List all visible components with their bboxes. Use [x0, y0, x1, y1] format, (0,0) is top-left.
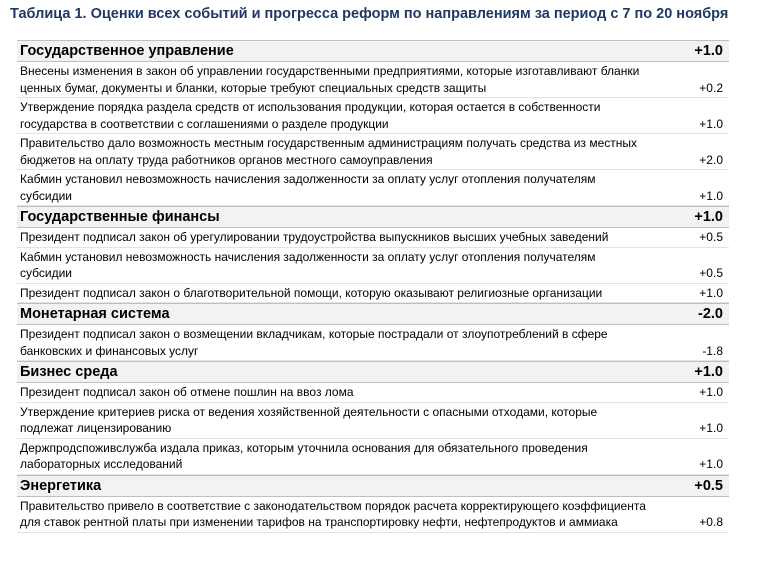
- event-text: Держпродспоживслужба издала приказ, которым уточнила основания для обязательного проведения лабораторных исследований: [20, 440, 588, 471]
- event-text: Правительство привело в соответствие с законодательством порядок расчета корректирующего коэффициента для ставок рентной платы при изменении тарифов на транспортировку нефти, нефтепродуктов и аммиака: [20, 498, 646, 529]
- section-name: Государственные финансы: [20, 209, 220, 225]
- event-value: +1.0: [699, 385, 723, 399]
- event-value: +1.0: [699, 421, 723, 435]
- section-header: [17, 475, 729, 497]
- section-header: [17, 40, 729, 62]
- section-header: [17, 361, 729, 383]
- table-row: [17, 403, 729, 439]
- event-text: Утверждение критериев риска от ведения хозяйственной деятельности с опасными отходами, которые подлежат лицензированию: [20, 404, 598, 435]
- event-text: Президент подписал закон о возмещении вкладчикам, которые пострадали от злоупотреблений в сфере банковских и финансовых услуг: [20, 327, 608, 358]
- event-text: Утверждение порядка раздела средств от использования продукции, которая остается в собственности государства в соответствии с соглашениями о разделе продукции: [20, 100, 601, 131]
- section-header: [17, 206, 729, 228]
- event-text: Президент подписал закон о благотворительной помощи, которую оказывают религиозные организации: [20, 285, 603, 300]
- section-name: Монетарная система: [20, 306, 170, 322]
- section-score: +0.5: [694, 477, 723, 494]
- table-row: [17, 62, 729, 98]
- section-name: Бизнес среда: [20, 364, 118, 380]
- event-value: -1.8: [702, 343, 723, 358]
- table-row: [17, 284, 729, 304]
- section-score: +1.0: [694, 209, 723, 225]
- event-value: +1.0: [699, 285, 723, 300]
- event-value: +0.2: [699, 80, 723, 95]
- event-value: +1.0: [699, 116, 723, 131]
- event-value: +1.0: [699, 457, 723, 471]
- table-title: Таблица 1. Оценки всех событий и прогресса реформ по направлениям за период с 7 по 20 ноября: [10, 6, 729, 22]
- table-row: [17, 497, 729, 533]
- event-value: +2.0: [699, 152, 723, 167]
- section-score: +1.0: [694, 364, 723, 380]
- table-row: [17, 228, 729, 248]
- section-header: [17, 303, 729, 325]
- event-text: Правительство дало возможность местным государственным администрациям получать средства из местных бюджетов на оплату труда работников органов местного самоуправления: [20, 136, 638, 167]
- table-row: [17, 134, 729, 170]
- event-text: Президент подписал закон об отмене пошлин на ввоз лома: [20, 385, 354, 399]
- event-value: +0.5: [699, 266, 723, 280]
- table-row: [17, 439, 729, 475]
- event-text: Президент подписал закон об урегулировании трудоустройства выпускников высших учебных заведений: [20, 230, 609, 244]
- section-name: Энергетика: [20, 477, 102, 494]
- table-row: [17, 325, 729, 361]
- table-row: [17, 98, 729, 134]
- section-score: +1.0: [694, 43, 723, 59]
- table-row: [17, 248, 729, 284]
- event-text: Кабмин установил невозможность начисления задолженности за оплату услуг отопления получателям субсидии: [20, 172, 596, 203]
- event-text: Кабмин установил невозможность начисления задолженности за оплату услуг отопления получателям субсидии: [20, 249, 596, 280]
- event-value: +0.5: [699, 230, 723, 244]
- table-row: [17, 383, 729, 403]
- reform-scores-table: [17, 40, 729, 533]
- table-row: [17, 170, 729, 206]
- event-value: +1.0: [699, 188, 723, 203]
- event-text: Внесены изменения в закон об управлении государственными предприятиями, которые изготавливают бланки ценных бумаг, документы и бланки, которые требуют специальных средств защиты: [20, 64, 640, 95]
- event-value: +0.8: [699, 515, 723, 529]
- section-name: Государственное управление: [20, 43, 234, 59]
- section-score: -2.0: [698, 306, 723, 322]
